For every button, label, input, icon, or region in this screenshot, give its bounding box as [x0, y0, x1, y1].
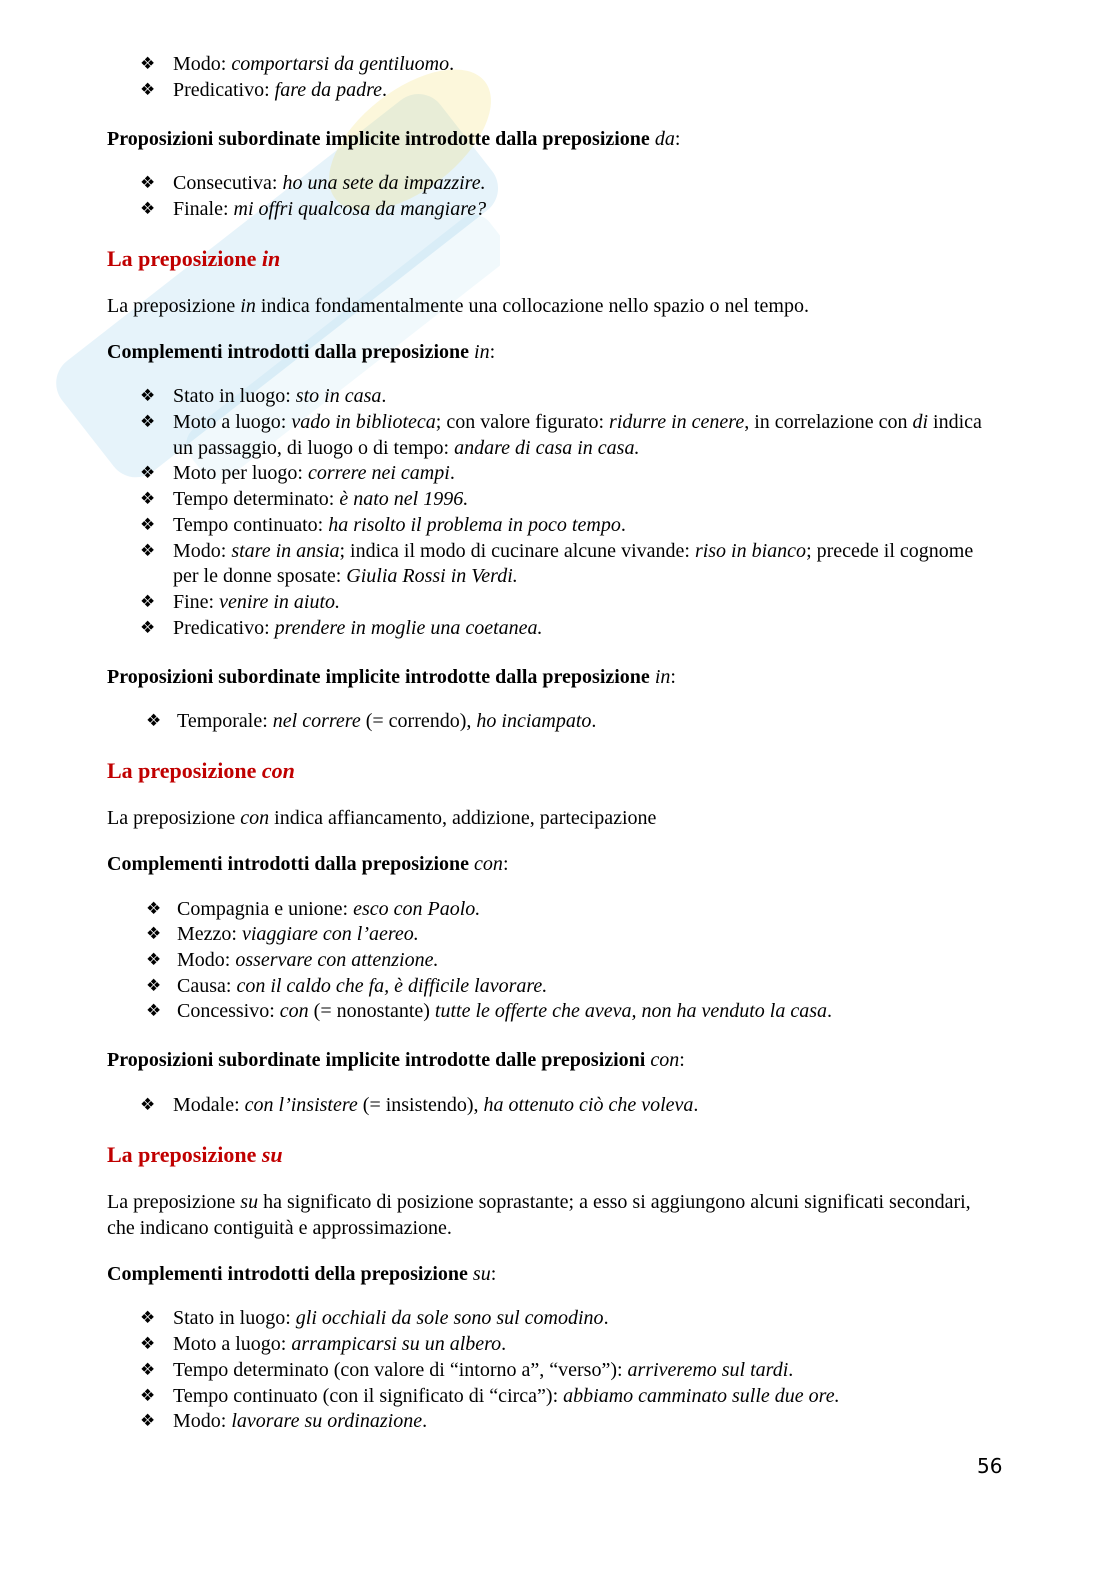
diamond-bullet-icon — [146, 974, 161, 1000]
subheading — [107, 339, 997, 365]
bullet-list — [107, 897, 997, 1026]
italic-text: osservare con attenzione. — [235, 949, 439, 972]
subheading — [107, 1261, 997, 1287]
italic-text: ho una sete da impazzire. — [282, 172, 486, 195]
italic-text: venire in aiuto. — [219, 591, 341, 613]
bullet-list — [107, 384, 997, 641]
diamond-bullet-icon — [140, 1306, 155, 1332]
text-segment: Temporale: — [177, 710, 273, 733]
list-item — [107, 897, 997, 923]
diamond-bullet-icon — [140, 539, 155, 565]
diamond-bullet-icon — [146, 709, 161, 735]
list-item — [107, 384, 997, 410]
text-segment: Moto a luogo: — [173, 1333, 292, 1356]
text-segment: Modale: — [173, 1094, 245, 1117]
diamond-bullet-icon — [140, 384, 155, 410]
text-segment: Consecutiva: — [173, 172, 283, 195]
list-item — [107, 52, 997, 78]
bullet-list — [107, 709, 997, 735]
list-item — [107, 1306, 997, 1332]
list-item — [107, 1384, 997, 1410]
subheading — [107, 126, 997, 152]
text-segment: . — [449, 462, 455, 485]
section-title — [107, 757, 997, 785]
text-segment: : — [674, 127, 681, 150]
italic-text: ha ottenuto ciò che voleva — [483, 1094, 694, 1117]
italic-text: in — [654, 665, 671, 688]
italic-text: in — [261, 245, 281, 271]
italic-text: con — [261, 758, 295, 784]
diamond-bullet-icon — [140, 171, 155, 197]
text-segment: Predicativo: — [173, 78, 275, 101]
italic-text: mi offri qualcosa da mangiare? — [233, 198, 487, 221]
text-segment: Moto a luogo: — [173, 411, 292, 434]
list-item — [107, 1332, 997, 1358]
list-item — [107, 590, 997, 616]
italic-text: ridurre in cenere — [609, 411, 745, 434]
text-segment: (= insistendo), — [357, 1094, 484, 1117]
italic-text: tutte le offerte che aveva, non ha venduto la casa — [434, 1000, 828, 1023]
text-segment: ; con valore figurato: — [435, 411, 610, 434]
italic-text: esco con Paolo. — [353, 897, 481, 920]
text-segment: . — [501, 1333, 507, 1356]
text-segment: Modo: — [173, 539, 232, 562]
diamond-bullet-icon — [140, 52, 155, 78]
page-number: 56 — [977, 1454, 1003, 1478]
italic-text: arriveremo sul tardi — [627, 1358, 789, 1381]
bold-text: Complementi introdotti dalla preposizione — [107, 852, 475, 875]
italic-text: viaggiare con l’aereo. — [241, 923, 419, 946]
text-segment: . — [603, 1307, 609, 1330]
paragraph — [107, 293, 997, 319]
list-item — [107, 1358, 997, 1384]
list-item — [107, 948, 997, 974]
text-segment: . — [381, 385, 387, 408]
italic-text: in — [240, 294, 256, 317]
bullet-list — [107, 171, 997, 222]
subheading — [107, 664, 997, 690]
bold-text: Proposizioni subordinate implicite introdotte dalle preposizioni — [107, 1049, 651, 1072]
italic-text: con — [240, 807, 270, 830]
paragraph — [107, 1189, 997, 1241]
diamond-bullet-icon — [140, 1093, 155, 1119]
section-title — [107, 245, 997, 273]
list-item — [107, 197, 997, 223]
text-segment: indica fondamentalmente una collocazione nello spazio o nel tempo. — [255, 294, 809, 317]
diamond-bullet-icon — [146, 999, 161, 1025]
text-segment: Concessivo: — [177, 1000, 280, 1023]
text-segment: : — [489, 340, 496, 363]
text-segment: (= nonostante) — [308, 1000, 435, 1023]
diamond-bullet-icon — [140, 197, 155, 223]
bold-text: La preposizione — [107, 1142, 262, 1168]
text-segment: Causa: — [177, 974, 237, 997]
text-segment: Compagnia e unione: — [177, 897, 354, 920]
text-segment: . — [620, 513, 626, 536]
diamond-bullet-icon — [140, 616, 155, 642]
bold-text: Proposizioni subordinate implicite introdotte dalla preposizione — [107, 665, 655, 688]
paragraph — [107, 805, 997, 831]
italic-text: su — [472, 1262, 491, 1285]
diamond-bullet-icon — [140, 590, 155, 616]
bold-text: Proposizioni subordinate implicite introdotte dalla preposizione — [107, 127, 655, 150]
text-segment: La preposizione — [107, 807, 241, 830]
text-segment: Predicativo: — [173, 616, 275, 639]
text-segment: . — [693, 1094, 699, 1117]
text-segment: Modo: — [177, 949, 236, 972]
text-segment: . — [422, 1410, 428, 1433]
text-segment: . — [382, 78, 388, 101]
italic-text: correre nei campi — [308, 462, 450, 485]
diamond-bullet-icon — [140, 513, 155, 539]
list-item — [107, 1093, 997, 1119]
text-segment: Tempo determinato (con valore di “intorno a”, “verso”): — [173, 1358, 628, 1381]
diamond-bullet-icon — [140, 410, 155, 436]
list-item — [107, 171, 997, 197]
diamond-bullet-icon — [140, 1409, 155, 1435]
italic-text: lavorare su ordinazione — [231, 1410, 423, 1433]
list-item — [107, 974, 997, 1000]
text-segment: (= correndo), — [360, 710, 477, 733]
list-item — [107, 1409, 997, 1435]
text-segment: Moto per luogo: — [173, 462, 308, 485]
italic-text: ha risolto il problema in poco tempo — [328, 513, 621, 536]
text-segment: . — [449, 53, 455, 75]
list-item — [107, 922, 997, 948]
italic-text: Giulia Rossi in Verdi. — [346, 565, 518, 588]
diamond-bullet-icon — [146, 922, 161, 948]
list-item — [107, 513, 997, 539]
text-segment: Tempo determinato: — [173, 488, 340, 511]
text-segment: La preposizione — [107, 294, 241, 317]
text-segment: . — [827, 1000, 833, 1023]
list-item — [107, 539, 997, 590]
text-segment: Mezzo: — [177, 923, 242, 946]
italic-text: prendere in moglie una coetanea. — [274, 616, 543, 639]
diamond-bullet-icon — [140, 1358, 155, 1384]
text-segment: Modo: — [173, 1410, 232, 1433]
text-segment: ; indica il modo di cucinare alcune vivande: — [339, 539, 695, 562]
text-segment: : — [679, 1049, 685, 1072]
diamond-bullet-icon — [140, 1332, 155, 1358]
diamond-bullet-icon — [146, 897, 161, 923]
italic-text: è nato nel 1996. — [339, 488, 469, 511]
italic-text: vado in biblioteca — [291, 411, 436, 434]
bold-text: La preposizione — [107, 245, 262, 271]
italic-text: stare in ansia — [231, 539, 340, 562]
text-segment: Stato in luogo: — [173, 1307, 296, 1330]
text-segment: Finale: — [173, 198, 234, 221]
italic-text: sto in casa — [295, 385, 382, 408]
italic-text: riso in bianco — [694, 539, 807, 562]
italic-text: comportarsi da gentiluomo — [231, 53, 450, 75]
text-segment: . — [788, 1358, 794, 1381]
diamond-bullet-icon — [140, 78, 155, 104]
bold-text: La preposizione — [107, 758, 262, 784]
text-segment: La preposizione — [107, 1190, 241, 1213]
text-segment: Modo: — [173, 53, 232, 75]
list-item — [107, 487, 997, 513]
diamond-bullet-icon — [140, 487, 155, 513]
italic-text: con il caldo che fa, è difficile lavorare. — [236, 974, 548, 997]
italic-text: con — [474, 852, 503, 875]
text-segment: . — [591, 710, 597, 733]
bold-text: Complementi introdotti dalla preposizione — [107, 340, 475, 363]
italic-text: in — [474, 340, 490, 363]
italic-text: ho inciampato — [476, 710, 592, 733]
diamond-bullet-icon — [140, 461, 155, 487]
page-content — [107, 52, 997, 1457]
text-segment: ha significato di posizione soprastante; a esso si aggiungono alcuni significati secondari, che indicano contiguità e approssimazione. — [107, 1190, 971, 1239]
diamond-bullet-icon — [146, 948, 161, 974]
bold-text: Complementi introdotti della preposizione — [107, 1262, 473, 1285]
italic-text: arrampicarsi su un albero — [291, 1333, 502, 1356]
list-item — [107, 461, 997, 487]
list-item — [107, 709, 997, 735]
subheading — [107, 851, 997, 877]
section-title — [107, 1141, 997, 1169]
list-item — [107, 78, 997, 104]
text-segment: Tempo continuato (con il significato di “circa”): — [173, 1384, 564, 1407]
bullet-list — [107, 52, 997, 103]
text-segment: : — [490, 1262, 497, 1285]
subheading — [107, 1047, 997, 1073]
italic-text: di — [912, 411, 929, 434]
italic-text: con — [279, 1000, 309, 1023]
text-segment: : — [670, 665, 676, 688]
italic-text: nel correre — [272, 710, 361, 733]
italic-text: con l’insistere — [244, 1094, 358, 1117]
text-segment: : — [502, 852, 509, 875]
text-segment: indica affiancamento, addizione, partecipazione — [269, 807, 657, 830]
italic-text: su — [261, 1142, 283, 1168]
bullet-list — [107, 1306, 997, 1435]
italic-text: gli occhiali da sole sono sul comodino — [295, 1307, 604, 1330]
text-segment: , in correlazione con — [744, 411, 913, 434]
italic-text: con — [650, 1049, 680, 1072]
italic-text: da — [654, 127, 675, 150]
italic-text: su — [240, 1190, 259, 1213]
list-item — [107, 999, 997, 1025]
italic-text: abbiamo camminato sulle due ore. — [563, 1384, 840, 1407]
list-item — [107, 616, 997, 642]
diamond-bullet-icon — [140, 1384, 155, 1410]
text-segment: indica un passaggio, di luogo o di tempo: — [173, 411, 982, 459]
list-item — [107, 410, 997, 461]
text-segment: Fine: — [173, 591, 220, 613]
italic-text: fare da padre — [274, 78, 383, 101]
text-segment: Tempo continuato: — [173, 513, 329, 536]
text-segment: Stato in luogo: — [173, 385, 296, 408]
text-segment: ; precede il cognome per le donne sposate: — [173, 539, 974, 588]
bullet-list — [107, 1093, 997, 1119]
italic-text: andare di casa in casa. — [454, 436, 640, 459]
